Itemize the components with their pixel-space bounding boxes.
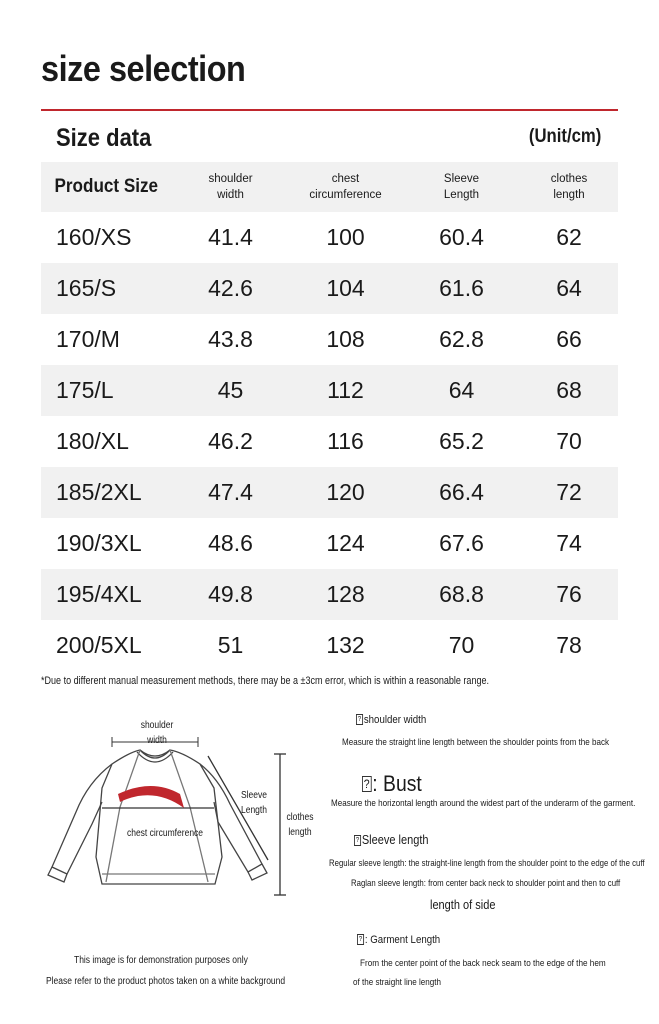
- garment-length-instruction-title: ? : Garment Length: [358, 934, 441, 946]
- chest-cell: 104: [326, 275, 365, 301]
- chest-cell: 124: [326, 530, 365, 556]
- number-marker-icon: ?: [363, 777, 370, 791]
- size-table: [41, 162, 618, 671]
- length-cell: 66: [556, 326, 582, 352]
- garment-length-instruction-continued: of the straight line length: [353, 977, 441, 988]
- length-cell: 70: [556, 428, 582, 454]
- shoulder-cell: 41.4: [208, 224, 253, 250]
- table-row: [41, 569, 618, 620]
- sleeve-cell: 64: [448, 377, 475, 403]
- length-of-side-label: length of side: [430, 898, 496, 912]
- chest-cell: 116: [327, 428, 364, 454]
- shoulder-width-label: shoulder width: [140, 720, 174, 746]
- table-row: [41, 620, 618, 671]
- bust-instruction: Measure the horizontal length around the widest part of the underarm of the garment.: [331, 798, 636, 809]
- number-marker-icon: ?: [355, 837, 360, 844]
- sleeve-cell: 68.8: [439, 581, 484, 607]
- size-cell: 200/5XL: [56, 632, 142, 658]
- chest-cell: 120: [326, 479, 365, 505]
- shoulder-cell: 46.2: [208, 428, 253, 454]
- length-cell: 68: [556, 377, 582, 403]
- sleeve-cell: 66.4: [439, 479, 484, 505]
- length-cell: 72: [556, 479, 582, 505]
- sleeve-cell: 60.4: [439, 224, 484, 250]
- chest-cell: 112: [327, 377, 364, 403]
- sleeve-cell: 65.2: [439, 428, 484, 454]
- garment-length-instruction: From the center point of the back neck seam to the edge of the hem: [360, 958, 606, 969]
- sleeve-cell: 62.8: [439, 326, 484, 352]
- number-marker-icon: ?: [358, 936, 363, 943]
- table-header-row: [41, 162, 618, 212]
- chest-circumference-label: chest circumference: [126, 828, 204, 839]
- header-product-size: Product Size: [54, 176, 159, 197]
- length-cell: 78: [556, 632, 582, 658]
- unit-label: (Unit/cm): [528, 126, 601, 147]
- sleeve-cell: 70: [448, 632, 475, 658]
- size-cell: 165/S: [56, 275, 117, 301]
- size-data-heading: Size data: [56, 124, 152, 152]
- length-cell: 62: [556, 224, 582, 250]
- table-row: [41, 518, 618, 569]
- shoulder-cell: 51: [217, 632, 244, 658]
- header-shoulder-width: shoulder width: [208, 173, 253, 201]
- chest-cell: 100: [326, 224, 365, 250]
- sleeve-length-instruction-title: ? Sleeve length: [355, 833, 429, 847]
- raglan-sleeve-instruction: Raglan sleeve length: from center back neck to shoulder point and then to cuff: [351, 878, 621, 889]
- measurement-footnote: *Due to different manual measurement methods, there may be a ±3cm error, which is within a reasonable range.: [41, 675, 490, 687]
- table-row: [41, 263, 618, 314]
- number-marker-icon: ?: [357, 716, 362, 723]
- header-sleeve-length: Sleeve Length: [443, 173, 480, 201]
- sweatshirt-outline: [48, 750, 286, 895]
- size-cell: 160/XS: [56, 224, 132, 250]
- shoulder-cell: 48.6: [208, 530, 253, 556]
- size-cell: 190/3XL: [56, 530, 142, 556]
- bust-instruction-title: ? : Bust: [363, 771, 422, 796]
- chest-cell: 132: [326, 632, 365, 658]
- table-row: [41, 365, 618, 416]
- size-cell: 195/4XL: [56, 581, 142, 607]
- chest-cell: 128: [326, 581, 365, 607]
- table-row: [41, 314, 618, 365]
- table-row: [41, 212, 618, 263]
- shoulder-cell: 49.8: [208, 581, 253, 607]
- length-cell: 76: [556, 581, 582, 607]
- shoulder-width-instruction: Measure the straight line length between the shoulder points from the back: [342, 737, 610, 748]
- shoulder-cell: 42.6: [208, 275, 253, 301]
- size-cell: 185/2XL: [56, 479, 142, 505]
- length-cell: 64: [556, 275, 582, 301]
- size-cell: 180/XL: [56, 428, 129, 454]
- title-divider: [41, 109, 618, 111]
- sleeve-cell: 61.6: [439, 275, 484, 301]
- garment-diagram: [40, 712, 340, 912]
- chest-cell: 108: [326, 326, 365, 352]
- demo-note: This image is for demonstration purposes only: [74, 955, 248, 966]
- table-row: [41, 467, 618, 518]
- shoulder-cell: 43.8: [208, 326, 253, 352]
- reference-note: Please refer to the product photos taken on a white background: [46, 976, 286, 987]
- sleeve-length-label: Sleeve Length: [240, 790, 268, 816]
- table-row: [41, 416, 618, 467]
- shoulder-width-instruction-title: ? shoulder width: [357, 714, 427, 726]
- clothes-length-label: clothes length: [286, 812, 314, 838]
- header-chest-circumference: chest circumference: [309, 173, 382, 201]
- shoulder-cell: 45: [217, 377, 244, 403]
- header-clothes-length: clothes length: [550, 173, 588, 201]
- size-cell: 175/L: [56, 377, 114, 403]
- shoulder-cell: 47.4: [208, 479, 253, 505]
- regular-sleeve-instruction: Regular sleeve length: the straight-line length from the shoulder point to the edge of the cuff: [329, 858, 645, 869]
- size-cell: 170/M: [56, 326, 120, 352]
- length-cell: 74: [556, 530, 582, 556]
- sleeve-cell: 67.6: [439, 530, 484, 556]
- page-title: size selection: [41, 48, 246, 89]
